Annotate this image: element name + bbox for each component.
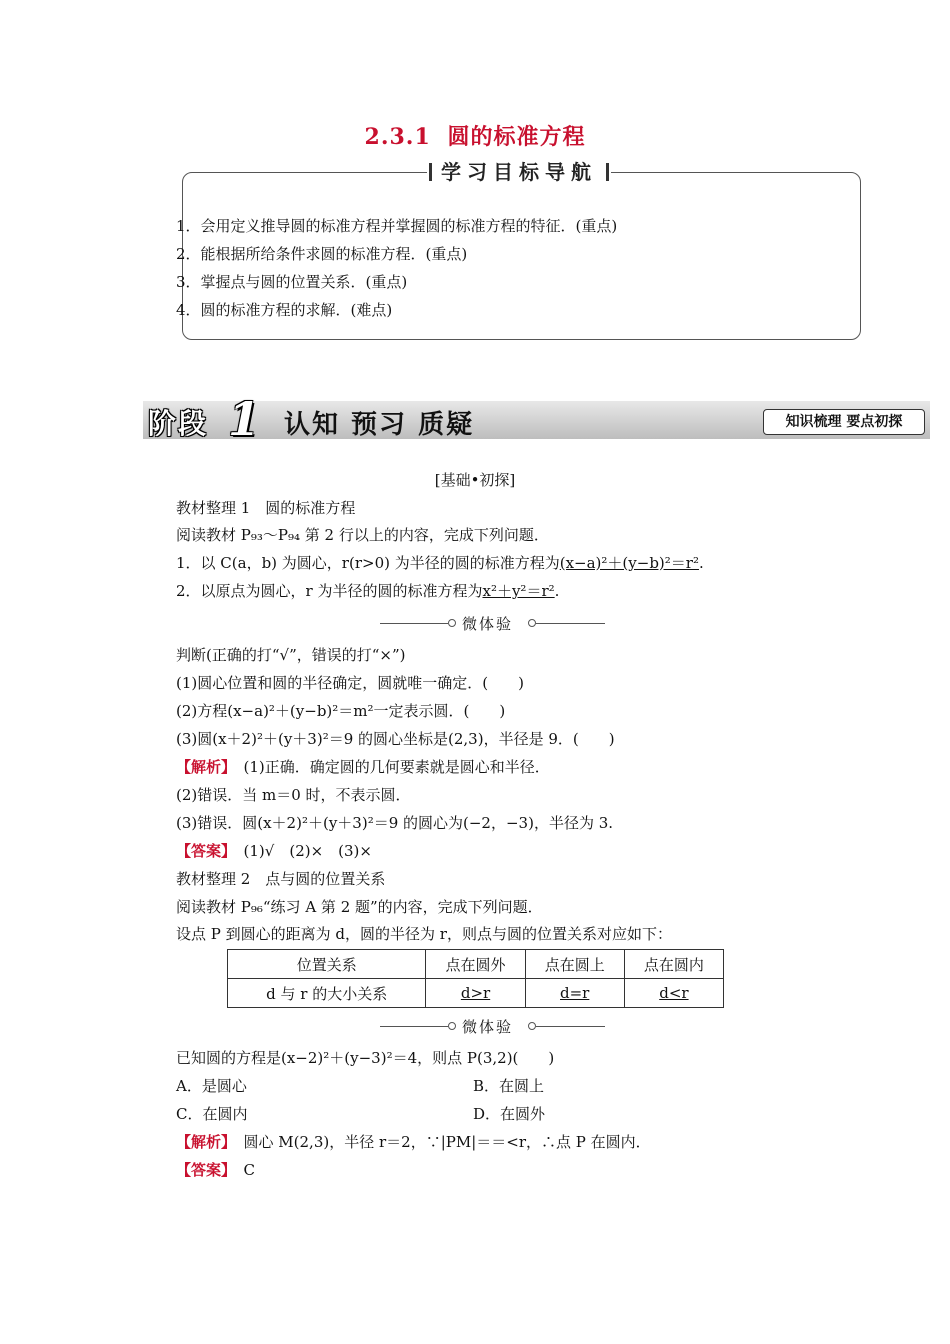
section2-setup: 设点 P 到圆心的距离为 d，圆的半径为 r，则点与圆的位置关系对应如下： [176,925,672,943]
table-cell [426,979,525,1008]
divider-line [536,1026,605,1027]
table-header-cell: 点在圆内 [624,950,723,979]
option-d: D．在圆外 [473,1105,546,1123]
cell-answer: d>r [460,984,491,1002]
option-c: C．在圆内 [176,1105,248,1123]
table-header-cell: 位置关系 [228,950,426,979]
cell-answer: d<r [659,984,689,1002]
answer-1 [176,840,372,861]
table-header-cell: 点在圆外 [426,950,525,979]
option-a: A．是圆心 [176,1077,247,1095]
section2-intro: 阅读教材 P₉₆“练习 A 第 2 题”的内容，完成下列问题． [176,898,543,916]
micro-experience-divider [380,613,605,633]
table-cell: d 与 r 的大小关系 [228,979,426,1008]
stage-tag: 知识梳理 要点初探 [763,409,925,435]
explanation-1 [176,756,550,777]
goal-item: 3．掌握点与圆的位置关系．(重点) [176,273,408,291]
cell-answer: d=r [560,984,590,1002]
basic-heading: [基础•初探] [434,471,516,489]
answer-label: 【答案】 [176,842,229,860]
goal-item: 4．圆的标准方程的求解．(难点) [176,301,393,319]
section-number: 2.3.1 [364,124,431,150]
divider-line [380,623,448,624]
section1-intro: 阅读教材 P₉₃～P₉₄ 第 2 行以上的内容，完成下列问题． [176,526,549,544]
section1-heading: 教材整理 1 圆的标准方程 [176,499,356,517]
line2-answer: x²＋y²＝r² [482,582,555,600]
table-header-cell: 点在圆上 [525,950,624,979]
divider-line [380,1026,448,1027]
stage-title: 认知 预习 质疑 [284,410,475,440]
micro-experience-divider [380,1016,605,1036]
line1-text: 1．以 C(a，b) 为圆心，r(r>0) 为半径的圆的标准方程为 [176,554,560,572]
learning-goals-label: 学习目标导航 [427,157,611,187]
stage-number: 1 [228,392,261,446]
table-row [228,979,724,1008]
goal-item: 2．能根据所给条件求圆的标准方程．(重点) [176,245,468,263]
learning-goals-list [176,212,617,324]
judge-instruction: 判断(正确的打“√”，错误的打“×”) [176,646,406,664]
divider-dot [528,619,536,627]
position-relation-table [227,949,724,1008]
table-cell [525,979,624,1008]
answer-text: C [243,1161,256,1179]
section1-line2: 2．以原点为圆心，r 为半径的圆的标准方程为x²＋y²＝r². [176,582,560,600]
divider-dot [448,1022,456,1030]
explanation-text: (1)正确．确定圆的几何要素就是圆心和半径． [243,758,550,776]
divider-dot [448,619,456,627]
table-cell [624,979,723,1008]
micro-experience-label: 微体验 [462,1018,514,1036]
explanation-2: (2)错误．当 m＝0 时，不表示圆． [176,786,411,804]
explanation-label: 【解析】 [176,1133,229,1151]
explanation-label: 【解析】 [176,758,229,776]
judge-item-3: (3)圆(x＋2)²＋(y＋3)²＝9 的圆心坐标是(2,3)，半径是 9．( ) [176,730,615,748]
judge-item-1: (1)圆心位置和圆的半径确定，圆就唯一确定．( ) [176,674,524,692]
explanation-text: 圆心 M(2,3)，半径 r＝2，∵|PM|＝＝<r，∴点 P 在圆内． [243,1133,651,1151]
judge-item-2: (2)方程(x−a)²＋(y−b)²＝m²一定表示圆．( ) [176,702,506,720]
explanation-3: (3)错误．圆(x＋2)²＋(y＋3)²＝9 的圆心为(−2，−3)，半径为 3. [176,814,614,832]
question-2-stem: 已知圆的方程是(x−2)²＋(y−3)²＝4，则点 P(3,2)( ) [176,1049,555,1067]
section-title [0,120,950,151]
micro-experience-label: 微体验 [462,615,514,633]
option-b: B．在圆上 [473,1077,545,1095]
line1-answer: (x−a)²＋(y−b)²＝r² [559,554,699,572]
goal-item: 1．会用定义推导圆的标准方程并掌握圆的标准方程的特征．(重点) [176,217,618,235]
divider-line [536,623,605,624]
section2-heading: 教材整理 2 点与圆的位置关系 [176,870,386,888]
answer-q2 [176,1159,255,1180]
section1-line1: 1．以 C(a，b) 为圆心，r(r>0) 为半径的圆的标准方程为(x−a)²＋(y−b)²＝r². [176,554,704,572]
section-name: 圆的标准方程 [447,124,586,150]
answer-text: (1)√ (2)× (3)× [243,842,372,860]
line2-text: 2．以原点为圆心，r 为半径的圆的标准方程为 [176,582,483,600]
stage-word: 阶段 [148,407,209,440]
explanation-q2 [176,1131,651,1152]
divider-dot [528,1022,536,1030]
answer-label: 【答案】 [176,1161,229,1179]
table-row [228,950,724,979]
